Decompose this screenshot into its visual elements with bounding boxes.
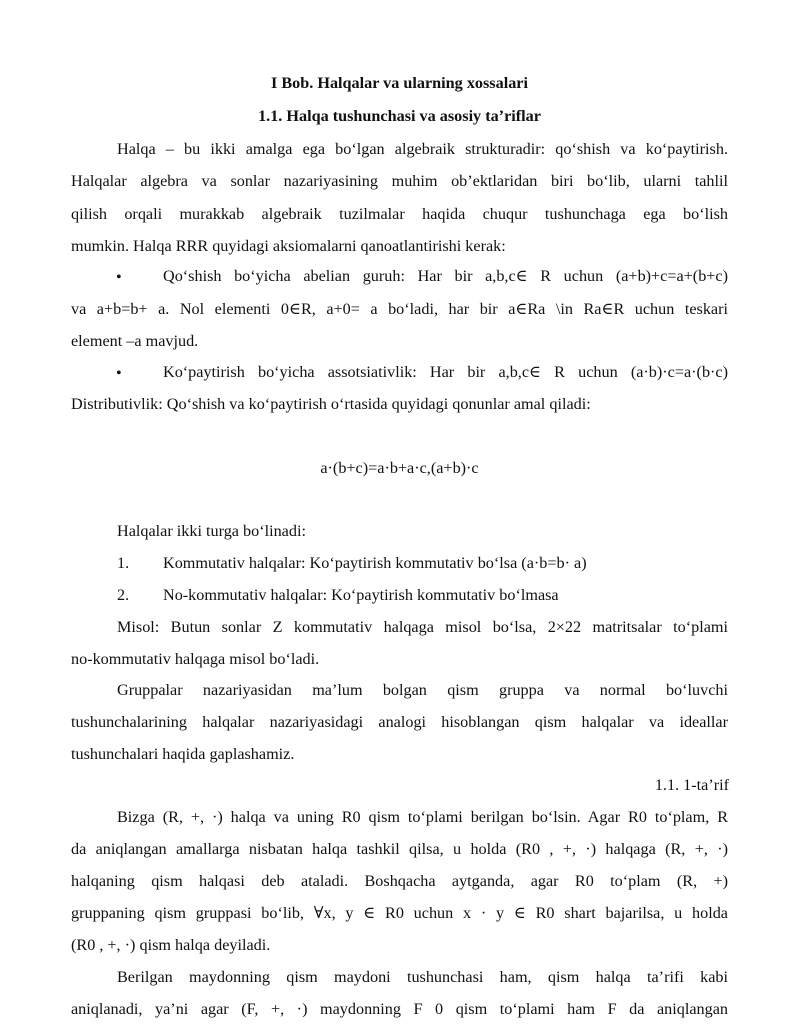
section-title: 1.1. Halqa tushunchasi va asosiy ta’riflar [258, 107, 541, 125]
paragraph-line: aniqlanadi, ya’ni agar (F, +, ·) maydonning F 0 qism to‘plami ham F da aniqlangan [71, 1000, 728, 1018]
definition-line: Bizga (R, +, ·) halqa va uning R0 qism to‘plami berilgan bo‘lsin. Agar R0 to‘plam, R [117, 808, 728, 826]
list-item: No-kommutativ halqalar: Ko‘paytirish kommutativ bo‘lmasa [163, 586, 559, 604]
bullet-marker: • [116, 268, 122, 286]
bullet-line: Distributivlik: Qo‘shish va ko‘paytirish o‘rtasida quyidagi qonunlar amal qiladi: [71, 395, 591, 413]
example-line: Misol: Butun sonlar Z kommutativ halqaga misol bo‘lsa, 2×22 matritsalar to‘plami [117, 618, 728, 636]
paragraph-line: Berilgan maydonning qism maydoni tushunchasi ham, qism halqa ta’rifi kabi [117, 968, 728, 986]
list-number: 1. [117, 554, 130, 572]
paragraph-line: tushunchalarining halqalar nazariyasidagi analogi hisoblangan qism halqalar va ideallar [71, 713, 728, 731]
bullet-marker: • [116, 364, 122, 382]
definition-label: 1.1. 1-ta’rif [654, 776, 729, 794]
types-intro: Halqalar ikki turga bo‘linadi: [117, 522, 306, 540]
definition-line: halqaning qism halqasi deb ataladi. Boshqacha aytganda, agar R0 to‘plam (R, +) [71, 872, 728, 890]
paragraph-line: Halqa – bu ikki amalga ega bo‘lgan algebraik strukturadir: qo‘shish va ko‘paytirish. [117, 140, 728, 158]
chapter-title: I Bob. Halqalar va ularning xossalari [271, 74, 528, 92]
bullet-line: Qo‘shish bo‘yicha abelian guruh: Har bir a,b,c∈ R uchun (a+b)+c=a+(b+c) [163, 267, 728, 285]
paragraph-line: Halqalar algebra va sonlar nazariyasining muhim ob’ektlaridan biri bo‘lib, ularni tahlil [71, 172, 728, 190]
definition-line: gruppaning qism gruppasi bo‘lib, ∀x, y ∈ R0 uchun x · y ∈ R0 shart bajarilsa, u holda [71, 904, 728, 922]
paragraph-line: qilish orqali murakkab algebraik tuzilmalar haqida chuqur tushunchaga ega bo‘lish [71, 205, 728, 223]
paragraph-line: tushunchalari haqida gaplashamiz. [71, 745, 295, 763]
definition-line: (R0 , +, ·) qism halqa deyiladi. [71, 936, 271, 954]
list-item: Kommutativ halqalar: Ko‘paytirish kommutativ bo‘lsa (a·b=b· a) [163, 554, 587, 572]
bullet-line: Ko‘paytirish bo‘yicha assotsiativlik: Har bir a,b,c∈ R uchun (a·b)·c=a·(b·c) [163, 363, 728, 381]
definition-line: da aniqlangan amallarga nisbatan halqa tashkil qilsa, u holda (R0 , +, ·) halqaga (R, +, ·) [71, 840, 728, 858]
formula: a·(b+c)=a·b+a·c,(a+b)·c [320, 459, 479, 477]
paragraph-line: mumkin. Halqa RRR quyidagi aksiomalarni qanoatlantirishi kerak: [71, 237, 506, 255]
list-number: 2. [117, 586, 130, 604]
example-line: no-kommutativ halqaga misol bo‘ladi. [71, 650, 320, 668]
bullet-line: element –a mavjud. [71, 332, 199, 350]
bullet-line: va a+b=b+ a. Nol elementi 0∈R, a+0= a bo‘ladi, har bir a∈Ra \in Ra∈R uchun teskari [71, 300, 728, 318]
paragraph-line: Gruppalar nazariyasidan ma’lum bolgan qism gruppa va normal bo‘luvchi [117, 681, 728, 699]
